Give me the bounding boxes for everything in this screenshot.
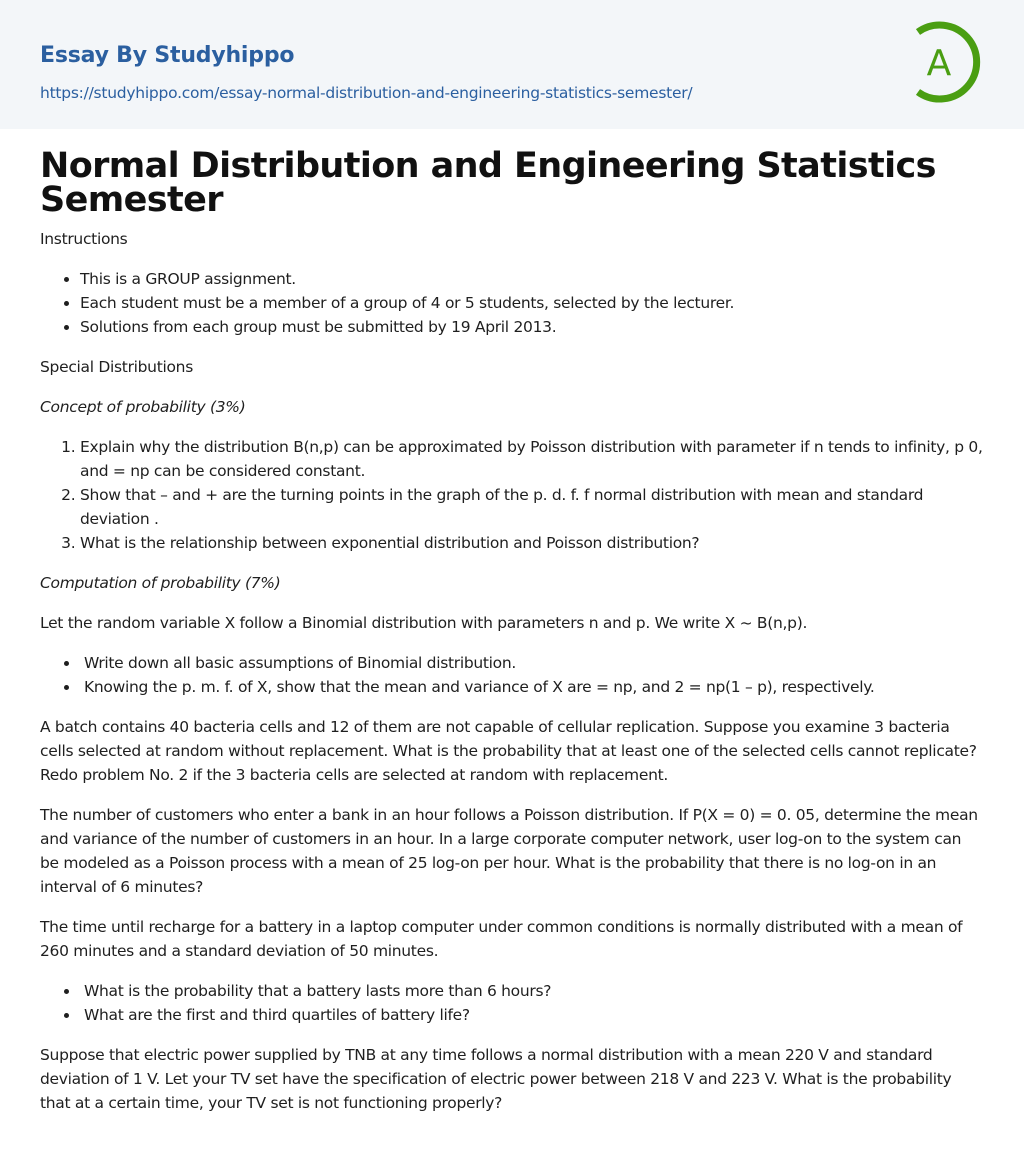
special-distributions-label: Special Distributions bbox=[40, 358, 193, 376]
concept-questions-list bbox=[40, 435, 984, 555]
article-url-link[interactable]: https://studyhippo.com/essay-normal-distribution-and-engineering-statistics-semester/ bbox=[40, 84, 693, 102]
instructions-label: Instructions bbox=[40, 230, 128, 248]
article bbox=[0, 146, 1024, 1155]
binomial-intro: Let the random variable X follow a Binomial distribution with parameters n and p. We write X ~ B(n,p). bbox=[40, 614, 808, 632]
site-header bbox=[0, 0, 1024, 129]
list-item: 3. What is the relationship between exponential distribution and Poisson distribution? bbox=[80, 531, 984, 555]
computation-heading: Computation of probability (7%) bbox=[40, 574, 281, 592]
instructions-list bbox=[40, 267, 984, 339]
list-item: • Each student must be a member of a group of 4 or 5 students, selected by the lecturer. bbox=[80, 291, 984, 315]
list-item: 1. Explain why the distribution B(n,p) can be approximated by Poisson distribution with parameter if n tends to infinity, p 0, and = np can be considered constant. bbox=[80, 435, 984, 483]
svg-text:A: A bbox=[926, 43, 952, 84]
battery-questions-list bbox=[40, 979, 984, 1027]
battery-paragraph: The time until recharge for a battery in a laptop computer under common conditions is normally distributed with a mean of 260 minutes and a standard deviation of 50 minutes. bbox=[40, 918, 963, 960]
article-body bbox=[40, 227, 984, 1115]
concept-heading: Concept of probability (3%) bbox=[40, 398, 246, 416]
list-item: • Solutions from each group must be submitted by 19 April 2013. bbox=[80, 315, 984, 339]
article-title: Normal Distribution and Engineering Statistics Semester bbox=[40, 146, 936, 220]
list-item: • What are the first and third quartiles of battery life? bbox=[80, 1003, 984, 1027]
list-item: • Knowing the p. m. f. of X, show that the mean and variance of X are = np, and 2 = np(1 – p), respectively. bbox=[80, 675, 984, 699]
site-brand[interactable]: Essay By Studyhippo bbox=[40, 43, 295, 68]
poisson-paragraph: The number of customers who enter a bank in an hour follows a Poisson distribution. If P(X = 0) = 0. 05, determine the mean and variance of the number of customers in an hour. In a large corporate computer network, user log-on to the system can be modeled as a Poisson process with a mean of 25 log-on per hour. What is the probability that there is no log-on in an interval of 6 minutes? bbox=[40, 806, 978, 896]
bacteria-paragraph: A batch contains 40 bacteria cells and 12 of them are not capable of cellular replication. Suppose you examine 3 bacteria cells selected at random without replacement. What is the probability that at least one of the selected cells cannot replicate? Redo problem No. 2 if the 3 bacteria cells are selected at random with replacement. bbox=[40, 718, 977, 784]
binomial-tasks-list bbox=[40, 651, 984, 699]
list-item: • This is a GROUP assignment. bbox=[80, 267, 984, 291]
power-paragraph: Suppose that electric power supplied by TNB at any time follows a normal distribution with a mean 220 V and standard deviation of 1 V. Let your TV set have the specification of electric power between 218 V and 223 V. What is the probability that at a certain time, your TV set is not functioning properly? bbox=[40, 1046, 952, 1112]
list-item: 2. Show that – and + are the turning points in the graph of the p. d. f. f normal distribution with mean and standard deviation . bbox=[80, 483, 984, 531]
logo-arc-icon bbox=[908, 18, 988, 106]
list-item: • What is the probability that a battery lasts more than 6 hours? bbox=[80, 979, 984, 1003]
studyhippo-logo-icon[interactable] bbox=[908, 18, 988, 106]
list-item: • Write down all basic assumptions of Binomial distribution. bbox=[80, 651, 984, 675]
